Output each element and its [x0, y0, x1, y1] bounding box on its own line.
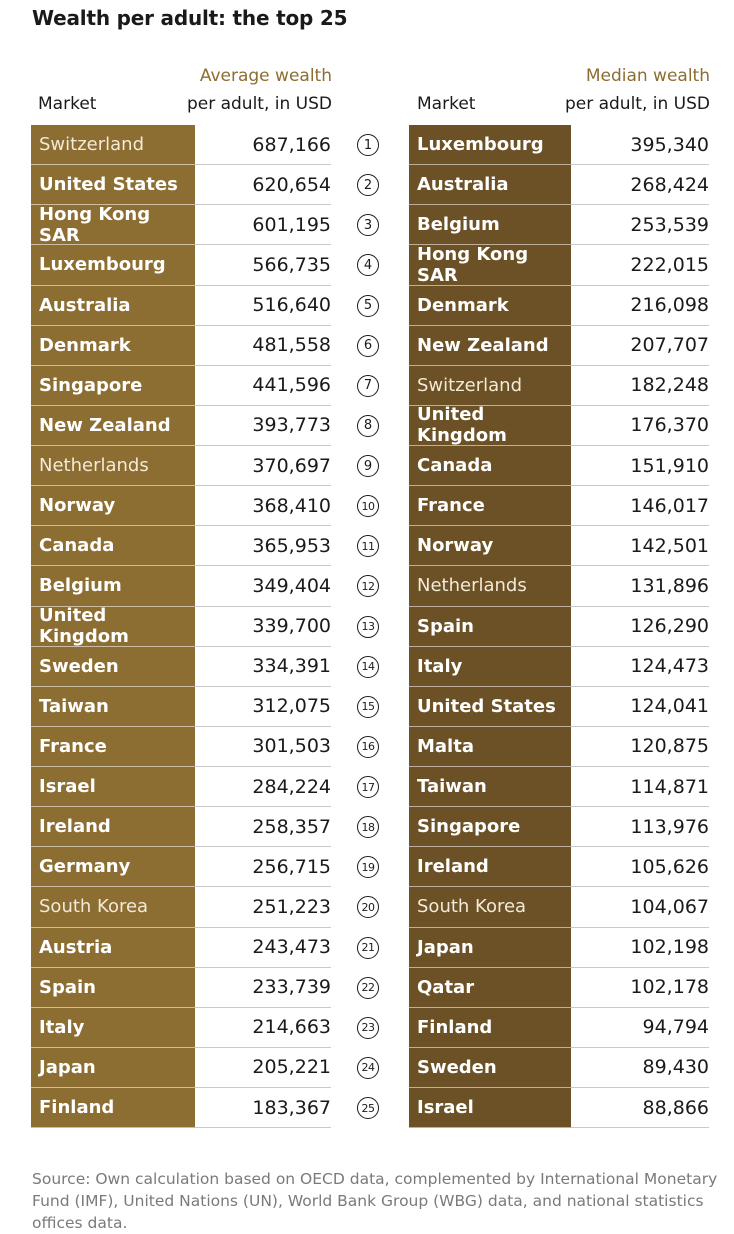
- average-wealth-row: [31, 286, 331, 326]
- median-wealth-row: [409, 125, 709, 165]
- median-wealth-market-cell: New Zealand: [409, 326, 571, 366]
- rank-badge: 22: [357, 977, 379, 999]
- median-wealth-value-cell: 104,067: [571, 887, 709, 927]
- average-wealth-value-cell: 368,410: [195, 486, 331, 526]
- median-wealth-table: [409, 125, 709, 1128]
- median-wealth-market-cell: Sweden: [409, 1048, 571, 1088]
- median-wealth-row: [409, 928, 709, 968]
- median-wealth-market-cell: Israel: [409, 1088, 571, 1128]
- average-wealth-row: [31, 526, 331, 566]
- average-wealth-row: [31, 566, 331, 606]
- average-wealth-market-cell: Finland: [31, 1088, 195, 1128]
- left-metric-header-line1: Average wealth: [199, 66, 332, 86]
- average-wealth-value-cell: 334,391: [195, 647, 331, 687]
- average-wealth-market-cell: Norway: [31, 486, 195, 526]
- rank-cell: [355, 245, 381, 285]
- average-wealth-row: [31, 847, 331, 887]
- median-wealth-market-cell: Hong Kong SAR: [409, 245, 571, 285]
- median-wealth-market-cell: United Kingdom: [409, 406, 571, 446]
- rank-badge: 16: [357, 736, 379, 758]
- median-wealth-market-cell: Taiwan: [409, 767, 571, 807]
- rank-badge: 21: [357, 937, 379, 959]
- median-wealth-row: [409, 767, 709, 807]
- average-wealth-value-cell: 214,663: [195, 1008, 331, 1048]
- right-metric-header: [538, 62, 710, 118]
- median-wealth-value-cell: 89,430: [571, 1048, 709, 1088]
- rank-badge: 23: [357, 1017, 379, 1039]
- rank-cell: [355, 165, 381, 205]
- average-wealth-value-cell: 205,221: [195, 1048, 331, 1088]
- average-wealth-market-cell: Israel: [31, 767, 195, 807]
- rank-badge: 24: [357, 1057, 379, 1079]
- average-wealth-market-cell: France: [31, 727, 195, 767]
- source-note: Source: Own calculation based on OECD data, complemented by International Monetary Fund (IMF), United Nations (UN), World Bank Group (WBG) data, and national statistics offices data.: [32, 1170, 718, 1232]
- average-wealth-value-cell: 256,715: [195, 847, 331, 887]
- rank-cell: [355, 887, 381, 927]
- average-wealth-row: [31, 727, 331, 767]
- rank-cell: [355, 1048, 381, 1088]
- median-wealth-market-cell: South Korea: [409, 887, 571, 927]
- rank-cell: [355, 326, 381, 366]
- median-wealth-market-cell: Denmark: [409, 286, 571, 326]
- median-wealth-value-cell: 113,976: [571, 807, 709, 847]
- average-wealth-value-cell: 284,224: [195, 767, 331, 807]
- rank-cell: [355, 446, 381, 486]
- rank-cell: [355, 1088, 381, 1128]
- average-wealth-market-cell: United Kingdom: [31, 607, 195, 647]
- left-market-header: [38, 90, 96, 118]
- rank-cell: [355, 607, 381, 647]
- average-wealth-market-cell: Ireland: [31, 807, 195, 847]
- median-wealth-value-cell: 114,871: [571, 767, 709, 807]
- median-wealth-market-cell: Singapore: [409, 807, 571, 847]
- average-wealth-market-cell: Japan: [31, 1048, 195, 1088]
- rank-badge: 2: [357, 174, 379, 196]
- rank-cell: [355, 968, 381, 1008]
- rank-cell: [355, 928, 381, 968]
- median-wealth-row: [409, 687, 709, 727]
- average-wealth-value-cell: 243,473: [195, 928, 331, 968]
- rank-badge: 20: [357, 896, 379, 918]
- median-wealth-row: [409, 366, 709, 406]
- average-wealth-row: [31, 607, 331, 647]
- median-wealth-row: [409, 727, 709, 767]
- median-wealth-row: [409, 446, 709, 486]
- rank-cell: [355, 366, 381, 406]
- left-metric-header-line2: per adult, in USD: [186, 94, 332, 114]
- rank-badge: 13: [357, 616, 379, 638]
- average-wealth-row: [31, 647, 331, 687]
- average-wealth-market-cell: United States: [31, 165, 195, 205]
- median-wealth-market-cell: Australia: [409, 165, 571, 205]
- average-wealth-market-cell: Australia: [31, 286, 195, 326]
- median-wealth-row: [409, 526, 709, 566]
- median-wealth-row: [409, 1088, 709, 1128]
- average-wealth-value-cell: 370,697: [195, 446, 331, 486]
- median-wealth-row: [409, 165, 709, 205]
- average-wealth-row: [31, 887, 331, 927]
- rank-badge: 5: [357, 295, 379, 317]
- rank-badge: 17: [357, 776, 379, 798]
- median-wealth-market-cell: Spain: [409, 607, 571, 647]
- left-market-header-label: Market: [38, 94, 97, 114]
- rank-badge: 8: [357, 415, 379, 437]
- average-wealth-value-cell: 516,640: [195, 286, 331, 326]
- median-wealth-market-cell: Luxembourg: [409, 125, 571, 165]
- average-wealth-row: [31, 326, 331, 366]
- rank-cell: [355, 767, 381, 807]
- average-wealth-row: [31, 406, 331, 446]
- average-wealth-value-cell: 441,596: [195, 366, 331, 406]
- median-wealth-value-cell: 94,794: [571, 1008, 709, 1048]
- median-wealth-row: [409, 566, 709, 606]
- median-wealth-row: [409, 647, 709, 687]
- median-wealth-value-cell: 124,041: [571, 687, 709, 727]
- chart-title: Wealth per adult: the top 25: [32, 6, 348, 30]
- median-wealth-value-cell: 120,875: [571, 727, 709, 767]
- median-wealth-market-cell: Norway: [409, 526, 571, 566]
- rank-badge: 3: [357, 214, 379, 236]
- average-wealth-value-cell: 620,654: [195, 165, 331, 205]
- median-wealth-value-cell: 88,866: [571, 1088, 709, 1128]
- median-wealth-market-cell: Malta: [409, 727, 571, 767]
- rank-badge: 4: [357, 254, 379, 276]
- median-wealth-row: [409, 607, 709, 647]
- median-wealth-value-cell: 207,707: [571, 326, 709, 366]
- median-wealth-market-cell: Switzerland: [409, 366, 571, 406]
- rank-badge: 25: [357, 1097, 379, 1119]
- average-wealth-row: [31, 1088, 331, 1128]
- average-wealth-row: [31, 245, 331, 285]
- right-market-header: [417, 90, 475, 118]
- average-wealth-value-cell: 183,367: [195, 1088, 331, 1128]
- median-wealth-value-cell: 151,910: [571, 446, 709, 486]
- average-wealth-row: [31, 928, 331, 968]
- median-wealth-value-cell: 253,539: [571, 205, 709, 245]
- average-wealth-row: [31, 767, 331, 807]
- rank-cell: [355, 125, 381, 165]
- median-wealth-value-cell: 131,896: [571, 566, 709, 606]
- median-wealth-market-cell: Finland: [409, 1008, 571, 1048]
- average-wealth-market-cell: Luxembourg: [31, 245, 195, 285]
- average-wealth-market-cell: Italy: [31, 1008, 195, 1048]
- median-wealth-value-cell: 126,290: [571, 607, 709, 647]
- average-wealth-row: [31, 1048, 331, 1088]
- median-wealth-market-cell: Japan: [409, 928, 571, 968]
- median-wealth-market-cell: France: [409, 486, 571, 526]
- median-wealth-value-cell: 124,473: [571, 647, 709, 687]
- average-wealth-value-cell: 481,558: [195, 326, 331, 366]
- average-wealth-value-cell: 251,223: [195, 887, 331, 927]
- rank-badge: 9: [357, 455, 379, 477]
- median-wealth-value-cell: 105,626: [571, 847, 709, 887]
- average-wealth-market-cell: Hong Kong SAR: [31, 205, 195, 245]
- median-wealth-value-cell: 222,015: [571, 245, 709, 285]
- average-wealth-market-cell: South Korea: [31, 887, 195, 927]
- rank-cell: [355, 406, 381, 446]
- median-wealth-value-cell: 216,098: [571, 286, 709, 326]
- median-wealth-value-cell: 102,178: [571, 968, 709, 1008]
- median-wealth-value-cell: 142,501: [571, 526, 709, 566]
- median-wealth-row: [409, 968, 709, 1008]
- median-wealth-market-cell: Canada: [409, 446, 571, 486]
- median-wealth-market-cell: Qatar: [409, 968, 571, 1008]
- rank-cell: [355, 1008, 381, 1048]
- rank-column: [355, 125, 381, 1128]
- median-wealth-row: [409, 205, 709, 245]
- right-metric-header-line2: per adult, in USD: [564, 94, 710, 114]
- rank-cell: [355, 727, 381, 767]
- rank-badge: 15: [357, 696, 379, 718]
- median-wealth-row: [409, 807, 709, 847]
- average-wealth-market-cell: Germany: [31, 847, 195, 887]
- average-wealth-row: [31, 366, 331, 406]
- average-wealth-row: [31, 1008, 331, 1048]
- rank-cell: [355, 286, 381, 326]
- rank-badge: 6: [357, 335, 379, 357]
- rank-cell: [355, 847, 381, 887]
- average-wealth-row: [31, 968, 331, 1008]
- average-wealth-row: [31, 486, 331, 526]
- median-wealth-value-cell: 146,017: [571, 486, 709, 526]
- average-wealth-market-cell: Austria: [31, 928, 195, 968]
- right-market-header-label: Market: [417, 94, 476, 114]
- average-wealth-value-cell: 365,953: [195, 526, 331, 566]
- rank-badge: 7: [357, 375, 379, 397]
- average-wealth-row: [31, 687, 331, 727]
- average-wealth-row: [31, 125, 331, 165]
- median-wealth-row: [409, 245, 709, 285]
- median-wealth-row: [409, 1048, 709, 1088]
- median-wealth-market-cell: United States: [409, 687, 571, 727]
- median-wealth-row: [409, 1008, 709, 1048]
- median-wealth-row: [409, 406, 709, 446]
- average-wealth-market-cell: Spain: [31, 968, 195, 1008]
- average-wealth-market-cell: Belgium: [31, 566, 195, 606]
- rank-cell: [355, 807, 381, 847]
- average-wealth-value-cell: 312,075: [195, 687, 331, 727]
- median-wealth-row: [409, 486, 709, 526]
- rank-cell: [355, 526, 381, 566]
- rank-badge: 12: [357, 575, 379, 597]
- average-wealth-row: [31, 165, 331, 205]
- average-wealth-market-cell: Denmark: [31, 326, 195, 366]
- rank-badge: 19: [357, 856, 379, 878]
- average-wealth-row: [31, 446, 331, 486]
- average-wealth-value-cell: 349,404: [195, 566, 331, 606]
- rank-badge: 1: [357, 134, 379, 156]
- rank-badge: 10: [357, 495, 379, 517]
- average-wealth-market-cell: Sweden: [31, 647, 195, 687]
- rank-cell: [355, 687, 381, 727]
- median-wealth-value-cell: 182,248: [571, 366, 709, 406]
- median-wealth-market-cell: Ireland: [409, 847, 571, 887]
- average-wealth-market-cell: Switzerland: [31, 125, 195, 165]
- average-wealth-value-cell: 393,773: [195, 406, 331, 446]
- average-wealth-market-cell: Canada: [31, 526, 195, 566]
- median-wealth-market-cell: Belgium: [409, 205, 571, 245]
- median-wealth-row: [409, 847, 709, 887]
- average-wealth-row: [31, 205, 331, 245]
- median-wealth-value-cell: 176,370: [571, 406, 709, 446]
- average-wealth-value-cell: 687,166: [195, 125, 331, 165]
- median-wealth-row: [409, 887, 709, 927]
- average-wealth-value-cell: 258,357: [195, 807, 331, 847]
- median-wealth-value-cell: 395,340: [571, 125, 709, 165]
- median-wealth-market-cell: Netherlands: [409, 566, 571, 606]
- average-wealth-value-cell: 301,503: [195, 727, 331, 767]
- average-wealth-market-cell: Taiwan: [31, 687, 195, 727]
- rank-badge: 18: [357, 816, 379, 838]
- median-wealth-value-cell: 268,424: [571, 165, 709, 205]
- left-metric-header: [160, 62, 332, 118]
- rank-badge: 14: [357, 656, 379, 678]
- average-wealth-market-cell: New Zealand: [31, 406, 195, 446]
- average-wealth-table: [31, 125, 331, 1128]
- average-wealth-row: [31, 807, 331, 847]
- rank-cell: [355, 566, 381, 606]
- median-wealth-row: [409, 286, 709, 326]
- right-metric-header-line1: Median wealth: [585, 66, 710, 86]
- median-wealth-row: [409, 326, 709, 366]
- average-wealth-value-cell: 339,700: [195, 607, 331, 647]
- average-wealth-value-cell: 233,739: [195, 968, 331, 1008]
- average-wealth-value-cell: 566,735: [195, 245, 331, 285]
- average-wealth-market-cell: Singapore: [31, 366, 195, 406]
- rank-cell: [355, 647, 381, 687]
- median-wealth-market-cell: Italy: [409, 647, 571, 687]
- median-wealth-value-cell: 102,198: [571, 928, 709, 968]
- rank-cell: [355, 205, 381, 245]
- rank-badge: 11: [357, 535, 379, 557]
- average-wealth-market-cell: Netherlands: [31, 446, 195, 486]
- rank-cell: [355, 486, 381, 526]
- average-wealth-value-cell: 601,195: [195, 205, 331, 245]
